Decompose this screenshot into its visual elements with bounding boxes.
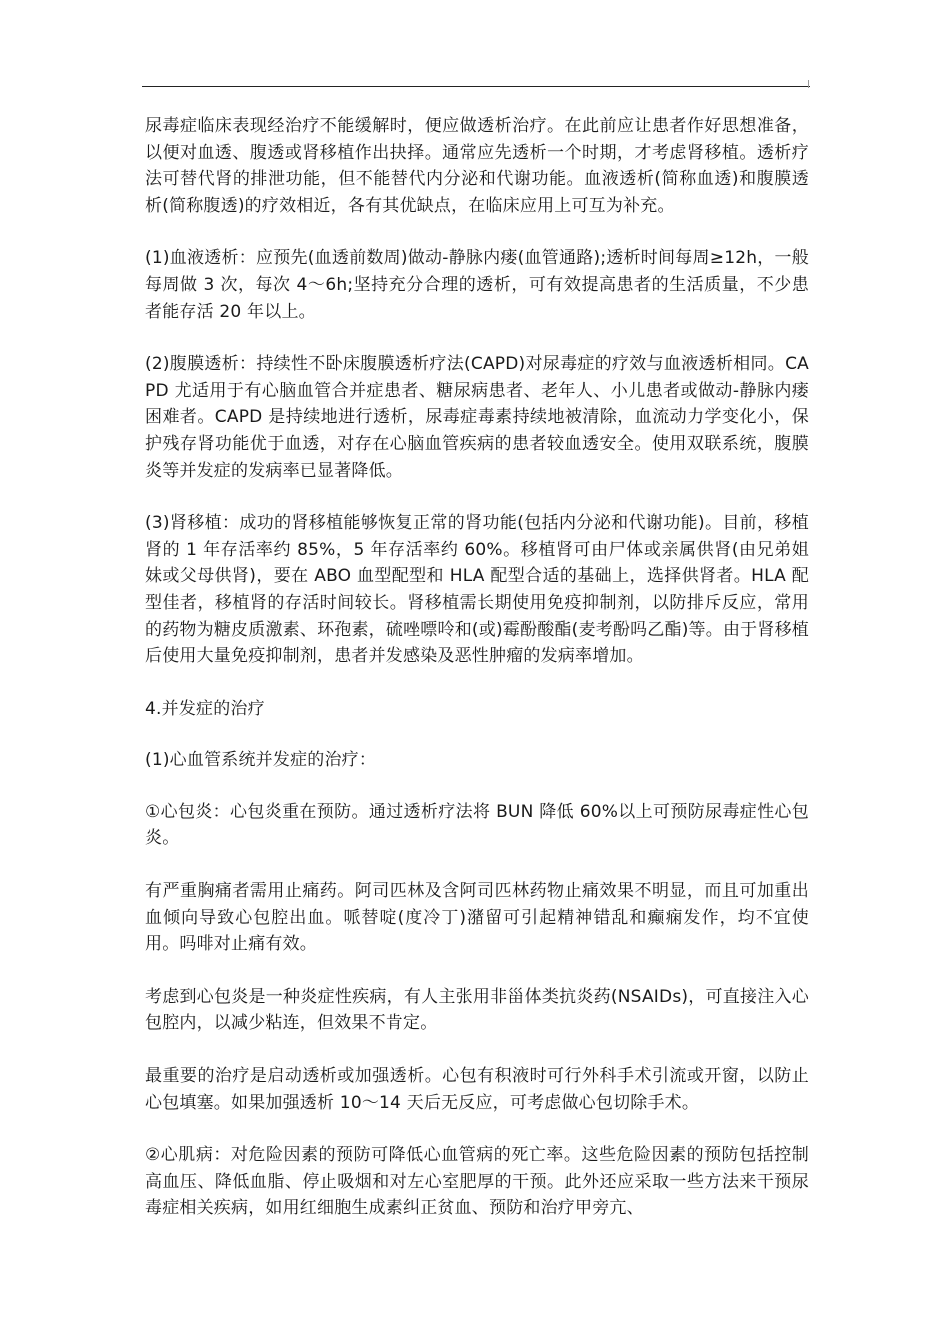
paragraph-peritoneal-dialysis: (2)腹膜透析：持续性不卧床腹膜透析疗法(CAPD)对尿毒症的疗效与血液透析相同。CAPD 尤适用于有心脑血管合并症患者、糖尿病患者、老年人、小儿患者或做动-静脉内瘘困难者。CAPD 是持续地进行透析，尿毒症毒素持续地被清除，血流动力学变化小，保护残存肾功能优于血透，对存在心脑血管疾病的患者较血透安全。使用双联系统，腹膜炎等并发症的发病率已显著降低。 [145,354,809,481]
paragraph-pericarditis: ①心包炎：心包炎重在预防。通过透析疗法将 BUN 降低 60%以上可预防尿毒症性心包炎。 [145,801,809,849]
paragraph-cardiomyopathy: ②心肌病：对危险因素的预防可降低心血管病的死亡率。这些危险因素的预防包括控制高血压、降低血脂、停止吸烟和对左心室肥厚的干预。此外还应采取一些方法来干预尿毒症相关疾病，如用红细胞生成素纠正贫血、预防和治疗甲旁亢、 [145,1145,809,1219]
paragraph-intro: 尿毒症临床表现经治疗不能缓解时，便应做透析治疗。在此前应让患者作好思想准备，以便对血透、腹透或肾移植作出抉择。通常应先透析一个时期，才考虑肾移植。透析疗法可替代肾的排泄功能，但不能替代内分泌和代谢功能。血液透析(简称血透)和腹膜透析(简称腹透)的疗效相近，各有其优缺点，在临床应用上可互为补充。 [145,116,809,216]
paragraph-chest-pain: 有严重胸痛者需用止痛药。阿司匹林及含阿司匹林药物止痛效果不明显，而且可加重出血倾向导致心包腔出血。哌替啶(度冷丁)潴留可引起精神错乱和癫痫发作，均不宜使用。吗啡对止痛有效。 [145,881,809,955]
subheading-cardiovascular: (1)心血管系统并发症的治疗： [145,750,377,771]
paragraph-kidney-transplant: (3)肾移植：成功的肾移植能够恢复正常的肾功能(包括内分泌和代谢功能)。目前，移植肾的 1 年存活率约 85%，5 年存活率约 60%。移植肾可由尸体或亲属供肾(由兄弟姐妹或父母供肾)，要在 ABO 血型配型和 HLA 配型合适的基础上，选择供肾者。HLA 配型佳者，移植肾的存活时间较长。肾移植需长期使用免疫抑制剂，以防排斥反应，常用的药物为糖皮质激素、环孢素，硫唑嘌呤和(或)霉酚酸酯(麦考酚吗乙酯)等。由于肾移植后使用大量免疫抑制剂，患者并发感染及恶性肿瘤的发病率增加。 [145,513,809,667]
paragraph-hemodialysis: (1)血液透析：应预先(血透前数周)做动-静脉内瘘(血管通路);透析时间每周≥12h，一般每周做 3 次，每次 4～6h;坚持充分合理的透析，可有效提高患者的生活质量，不少患者能存活 20 年以上。 [145,248,809,322]
paragraph-dialysis-intensify: 最重要的治疗是启动透析或加强透析。心包有积液时可行外科手术引流或开窗，以防止心包填塞。如果加强透析 10～14 天后无反应，可考虑做心包切除手术。 [145,1066,809,1113]
header-tick [808,80,809,88]
document-body [145,113,809,1248]
paragraph-nsaids: 考虑到心包炎是一种炎症性疾病，有人主张用非甾体类抗炎药(NSAIDs)，可直接注入心包腔内，以减少粘连，但效果不肯定。 [145,986,809,1034]
section-heading-complications: 4.并发症的治疗 [145,698,265,719]
header-rule [142,86,810,87]
